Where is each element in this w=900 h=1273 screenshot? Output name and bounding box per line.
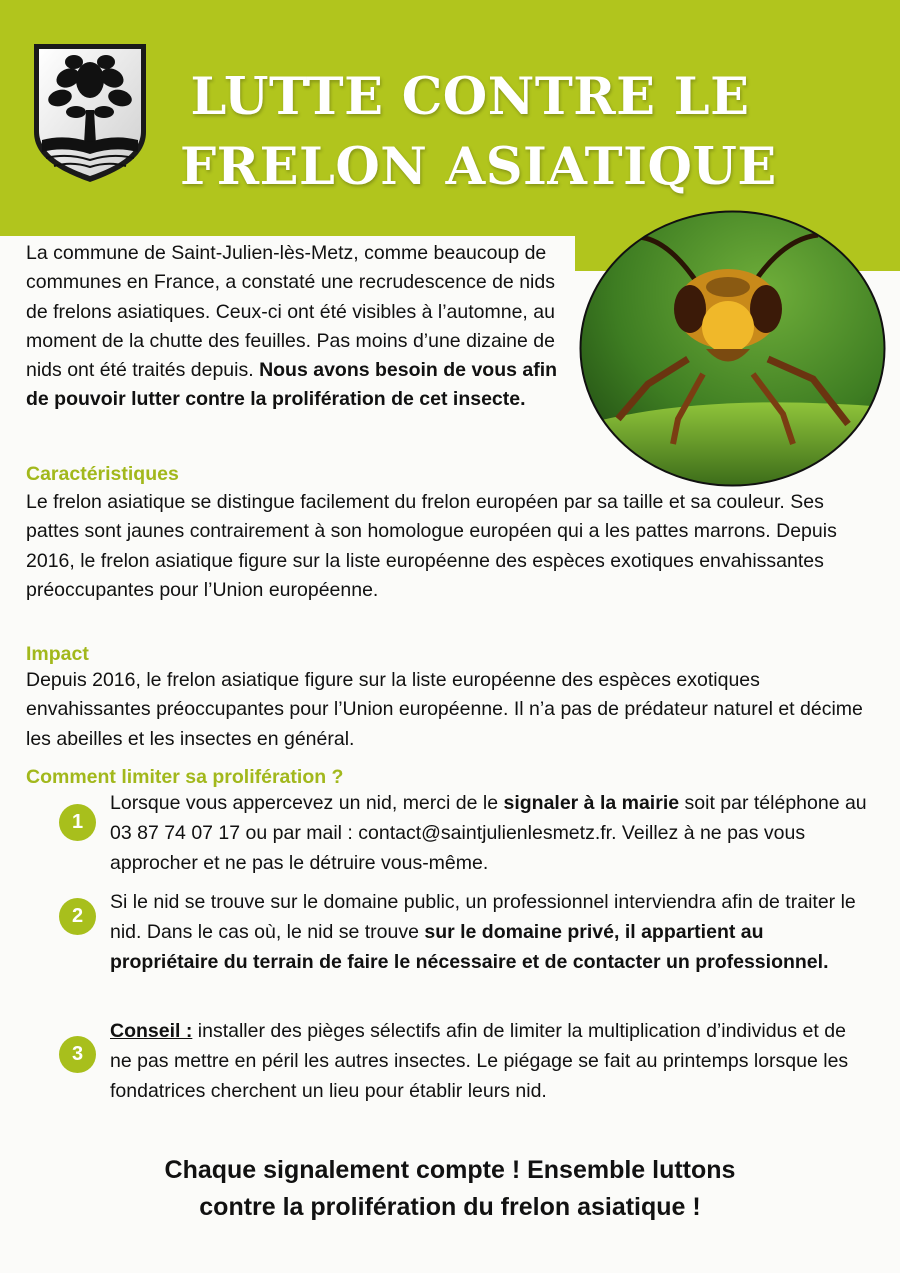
step-2-text-a: Si le nid se trouve sur le domaine public, un professionnel interviendra afin de traiter le nid. Dans le cas où, le nid se trouve xyxy=(110,891,856,943)
title-line-2: FRELON ASIATIQUE xyxy=(180,137,777,197)
intro-paragraph xyxy=(26,239,574,415)
footer-message xyxy=(80,1152,820,1226)
step-3-number: 3 xyxy=(59,1036,96,1073)
comment-heading: Comment limiter sa prolifération ? xyxy=(26,766,344,788)
step-3-text xyxy=(110,1017,870,1106)
impact-heading: Impact xyxy=(26,643,89,665)
step-1-text-bold: signaler à la mairie xyxy=(503,792,680,814)
step-1-number: 1 xyxy=(59,804,96,841)
step-1-text-c: soit par téléphone au 03 87 74 07 17 ou par mail : contact@saintjulienlesmetz.fr. Veillez à ne pas vous approcher et ne pas le détruire vous-même. xyxy=(110,792,867,874)
step-1-text xyxy=(110,789,870,878)
title-line-1: LUTTE CONTRE LE xyxy=(190,67,750,127)
step-2-text xyxy=(110,888,870,977)
caracteristiques-paragraph: Le frelon asiatique se distingue facilement du frelon européen par sa taille et sa couleur. Ses pattes sont jaunes contrairement à son homologue européen qui a les pattes marrons. Depuis 2016, le frelon asiatique figure sur la liste européenne des espèces exotiques envahissantes préoccupantes pour l’Union européenne. xyxy=(26,491,837,601)
footer-line-1: Chaque signalement compte ! Ensemble luttons xyxy=(164,1156,736,1184)
page-title xyxy=(180,62,777,202)
caracteristiques-heading: Caractéristiques xyxy=(26,463,179,485)
footer-line-2: contre la prolifération du frelon asiatique ! xyxy=(199,1193,701,1221)
step-3-label: Conseil : xyxy=(110,1020,193,1042)
hornet-photo xyxy=(578,209,887,488)
intro-bold-text: Nous avons besoin de vous afin de pouvoir lutter contre la prolifération de cet insecte. xyxy=(26,359,558,411)
impact-paragraph: Depuis 2016, le frelon asiatique figure sur la liste européenne des espèces exotiques envahissantes préoccupantes pour l’Union européenne. Il n’a pas de prédateur naturel et décime les abeilles et les insectes en général. xyxy=(26,669,863,750)
municipal-crest-tree-icon xyxy=(30,40,150,185)
step-2-text-bold: sur le domaine privé, il appartient au propriétaire du terrain de faire le nécessaire et de contacter un professionnel. xyxy=(110,920,829,973)
intro-text: La commune de Saint-Julien-lès-Metz, comme beaucoup de communes en France, a constaté une recrudescence de nids de frelons asiatiques. Ceux-ci ont été visibles à l’automne, au moment de la chutte des feuilles. Pas moins d’une dizaine de nids ont été traités depuis. xyxy=(26,242,555,382)
step-3-text-body: installer des pièges sélectifs afin de limiter la multiplication d’individus et de ne pas mettre en péril les autres insectes. Le piégage se fait au printemps lorsque les fondatrices cherchent un lieu pour établir leurs nid. xyxy=(110,1020,849,1102)
step-2-number: 2 xyxy=(59,898,96,935)
step-1-text-a: Lorsque vous appercevez un nid, merci de le xyxy=(110,792,504,814)
